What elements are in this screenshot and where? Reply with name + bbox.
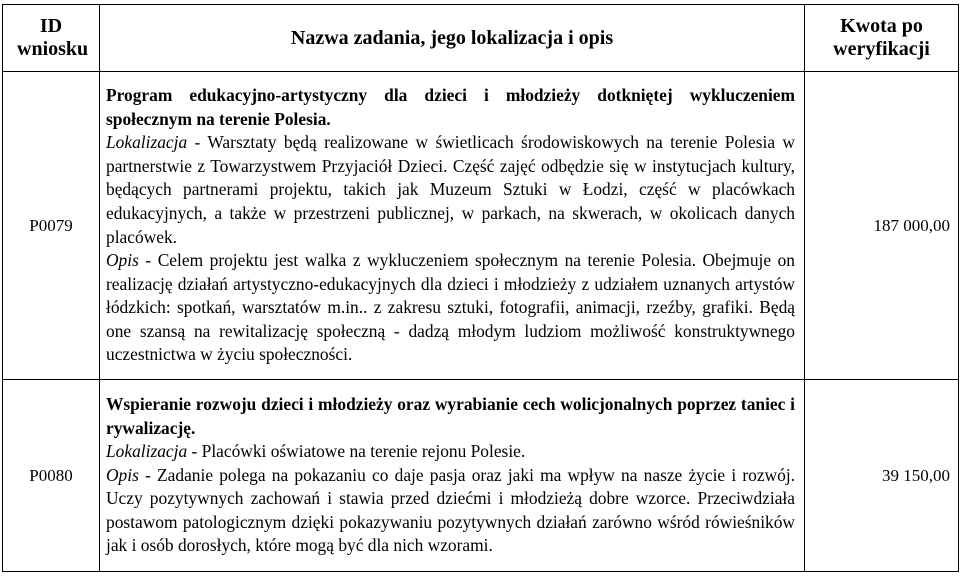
header-amount: Kwota po weryfikacji [805,5,959,72]
location-label: Lokalizacja [106,132,188,153]
header-row [3,5,959,72]
location-label: Lokalizacja [106,441,188,462]
table-row [3,380,959,572]
row-amount: 187 000,00 [805,72,959,380]
row-title: Program edukacyjno-artystyczny dla dzieci i młodzieży dotkniętej wykluczeniem społecznym na terenie Polesia. [106,84,795,129]
header-id: ID wniosku [3,5,100,72]
row-id: P0080 [3,380,100,572]
description-text: - Celem projektu jest walka z wykluczeniem społecznym na terenie Polesia. Obejmuje on realizację działań artystyczno-edukacyjnych dla dzieci i młodzieży z udziałem uznanych artystów łódzkich: spotkań, warsztatów m.in.. z zakresu sztuki, fotografii, animacji, rzeźby, grafiki. Będą one szansą na rewitalizację społeczną - dadzą młodym ludziom możliwość konstruktywnego uczestnictwa w życiu społeczności. [106,250,795,365]
location-text: - Warsztaty będą realizowane w świetlicach środowiskowych na terenie Polesia w partnerstwie z Towarzystwem Przyjaciół Dzieci. Część zajęć odbędzie się w instytucjach kultury, będących partnerami projektu, takich jak Muzeum Sztuki w Łodzi, część w placówkach edukacyjnych, a także w przestrzeni publicznej, w parkach, na skwerach, w okolicach danych placówek. [106,132,795,247]
row-description [100,380,805,572]
description-text: - Zadanie polega na pokazaniu co daje pasja oraz jaki ma wpływ na nasze życie i rozwój. Uczy pozytywnych zachowań i stawia przed dziećmi i młodzieżą dobre wzorce. Przeciwdziała postawom patologicznym dzięki pokazywaniu pozytywnych działań zarówno wśród rówieśników jak i osób dorosłych, które mogą być dla nich wzorami. [106,464,795,556]
row-title: Wspieranie rozwoju dzieci i młodzieży oraz wyrabianie cech wolicjonalnych poprzez taniec i rywalizację. [106,393,795,438]
table-row [3,72,959,380]
row-id: P0079 [3,72,100,380]
grant-table [2,4,959,572]
location-text: - Placówki oświatowe na terenie rejonu Polesie. [187,441,526,462]
row-amount: 39 150,00 [805,380,959,572]
description-label: Opis [106,250,139,271]
description-label: Opis [106,464,139,485]
row-description [100,72,805,380]
header-name: Nazwa zadania, jego lokalizacja i opis [100,5,805,72]
